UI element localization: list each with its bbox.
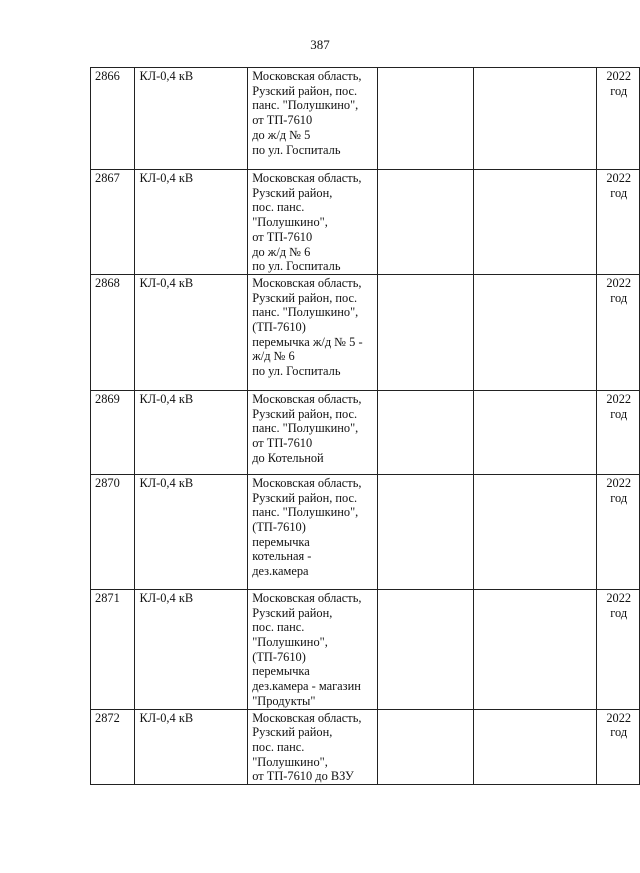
table-row: [91, 709, 640, 785]
page-number: 387: [310, 37, 330, 52]
object-type-cell: КЛ-0,4 кВ: [135, 170, 248, 275]
empty-cell: [473, 68, 597, 170]
empty-cell: [378, 474, 474, 589]
address-cell: Московская область, Рузский район, пос. панс. "Полушкино", (ТП-7610) перемычка ж/д № 5 - ж/д № 6 по ул. Госпиталь: [248, 274, 378, 390]
empty-cell: [473, 274, 597, 390]
year-cell: 2022 год: [597, 170, 640, 275]
address-cell: Московская область, Рузский район, пос. панс. "Полушкино", от ТП-7610 до ВЗУ: [248, 709, 378, 785]
row-number-cell: 2870: [91, 474, 135, 589]
year-cell: 2022 год: [597, 390, 640, 474]
table-row: [91, 390, 640, 474]
table-row: [91, 474, 640, 589]
object-type-cell: КЛ-0,4 кВ: [135, 474, 248, 589]
empty-cell: [473, 589, 597, 709]
row-number-cell: 2866: [91, 68, 135, 170]
empty-cell: [473, 170, 597, 275]
empty-cell: [378, 274, 474, 390]
year-cell: 2022 год: [597, 274, 640, 390]
empty-cell: [378, 68, 474, 170]
empty-cell: [473, 474, 597, 589]
empty-cell: [378, 390, 474, 474]
object-type-cell: КЛ-0,4 кВ: [135, 589, 248, 709]
address-cell: Московская область, Рузский район, пос. панс. "Полушкино", от ТП-7610 до ж/д № 6 по ул. Госпиталь: [248, 170, 378, 275]
object-type-cell: КЛ-0,4 кВ: [135, 390, 248, 474]
object-type-cell: КЛ-0,4 кВ: [135, 709, 248, 785]
year-cell: 2022 год: [597, 709, 640, 785]
empty-cell: [378, 709, 474, 785]
object-type-cell: КЛ-0,4 кВ: [135, 274, 248, 390]
table-row: [91, 589, 640, 709]
object-type-cell: КЛ-0,4 кВ: [135, 68, 248, 170]
empty-cell: [473, 390, 597, 474]
row-number-cell: 2869: [91, 390, 135, 474]
table-row: [91, 68, 640, 170]
registry-table: [90, 67, 640, 785]
table-row: [91, 274, 640, 390]
empty-cell: [473, 709, 597, 785]
year-cell: 2022 год: [597, 589, 640, 709]
year-cell: 2022 год: [597, 474, 640, 589]
address-cell: Московская область, Рузский район, пос. панс. "Полушкино", от ТП-7610 до ж/д № 5 по ул. Госпиталь: [248, 68, 378, 170]
empty-cell: [378, 589, 474, 709]
year-cell: 2022 год: [597, 68, 640, 170]
empty-cell: [378, 170, 474, 275]
address-cell: Московская область, Рузский район, пос. панс. "Полушкино", от ТП-7610 до Котельной: [248, 390, 378, 474]
row-number-cell: 2872: [91, 709, 135, 785]
address-cell: Московская область, Рузский район, пос. панс. "Полушкино", (ТП-7610) перемычка котельная - дез.камера: [248, 474, 378, 589]
row-number-cell: 2868: [91, 274, 135, 390]
table-row: [91, 170, 640, 275]
address-cell: Московская область, Рузский район, пос. панс. "Полушкино", (ТП-7610) перемычка дез.камера - магазин "Продукты": [248, 589, 378, 709]
row-number-cell: 2867: [91, 170, 135, 275]
row-number-cell: 2871: [91, 589, 135, 709]
